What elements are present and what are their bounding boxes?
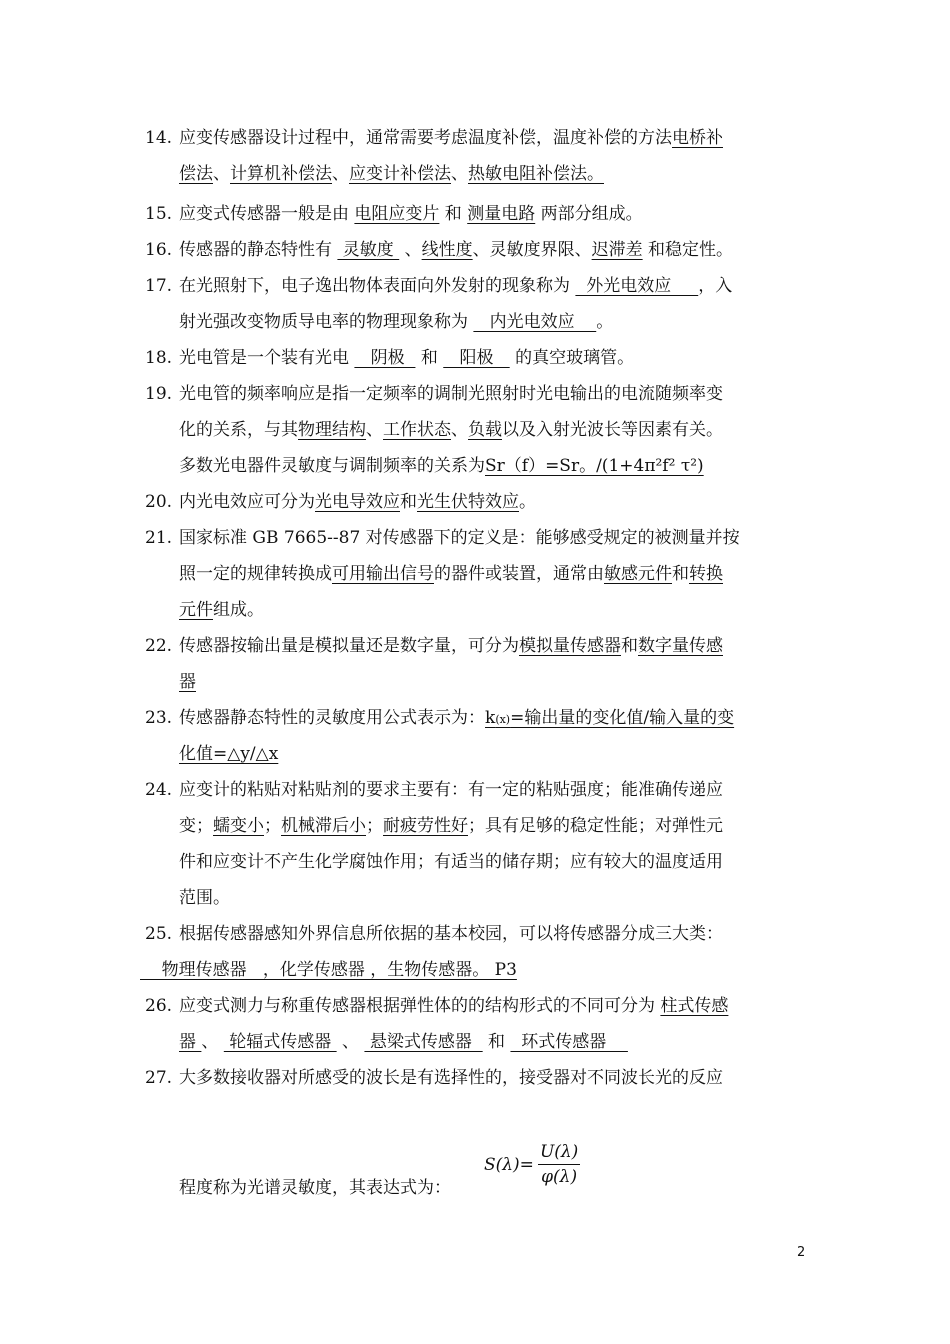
text-run: 应变传感器设计过程中，通常需要考虑温度补偿，温度补偿的方法	[179, 128, 672, 148]
answer-blank: 阴极	[354, 348, 416, 368]
text-run: 。	[596, 312, 614, 332]
formula-numerator: U(λ)	[538, 1142, 580, 1165]
answer-blank: 物理结构	[298, 420, 366, 440]
text-run: 和	[672, 564, 689, 584]
answer-blank: 应变计补偿法	[349, 164, 451, 184]
text-run: 照一定的规律转换成	[179, 564, 332, 584]
text-line	[179, 448, 704, 484]
text-line	[179, 988, 728, 1024]
answer-blank: 热敏电阻补偿法。	[468, 164, 604, 184]
text-run: 化的关系，与其	[179, 420, 298, 440]
text-run: 和	[400, 492, 417, 512]
answer-blank: 光生伏特效应	[417, 492, 519, 512]
text-run: 内光电效应可分为	[179, 492, 315, 512]
text-line	[179, 772, 723, 808]
text-run: 多数光电器件灵敏度与调制频率的关系为	[179, 456, 485, 476]
text-line	[179, 120, 723, 156]
text-line	[140, 952, 517, 988]
answer-blank: 可用输出信号	[332, 564, 434, 584]
text-run: 国家标准 GB 7665--87 对传感器下的定义是：能够感受规定的被测量并按	[179, 528, 740, 548]
text-run: 应变式测力与称重传感器根据弹性体的的结构形式的不同可分为	[179, 996, 661, 1016]
text-run: 和	[621, 636, 638, 656]
text-line	[179, 304, 613, 340]
answer-blank: 转换	[689, 564, 723, 584]
text-line	[179, 412, 723, 448]
answer-blank: 电桥补	[672, 128, 723, 148]
text-run: 传感器按输出量是模拟量还是数字量，可分为	[179, 636, 519, 656]
answer-blank: 电阻应变片	[354, 204, 440, 224]
answer-blank: 器	[179, 1032, 202, 1052]
text-run: 、	[201, 1032, 224, 1052]
text-run: 和	[482, 1032, 511, 1052]
answer-blank: k	[485, 708, 496, 728]
question-number: 16.	[145, 240, 173, 260]
text-run: 、	[451, 420, 468, 440]
text-line	[179, 556, 723, 592]
answer-blank: 轮辐式传感器	[223, 1032, 337, 1052]
text-run: 程度称为光谱灵敏度，其表达式为：	[179, 1178, 451, 1198]
answer-blank: 阳极	[443, 348, 510, 368]
spectral-sensitivity-formula	[484, 1142, 580, 1187]
answer-blank: 环式传感器	[510, 1032, 628, 1052]
text-run: 以及入射光波长等因素有关。	[502, 420, 723, 440]
text-run: 、灵敏度界限、	[472, 240, 592, 260]
question-number: 26.	[145, 996, 173, 1016]
answer-blank: 蠕变小	[213, 816, 264, 836]
text-line	[179, 880, 230, 916]
answer-blank: 计算机补偿法	[230, 164, 332, 184]
text-run: 和稳定性。	[642, 240, 734, 260]
question-number: 18.	[145, 348, 173, 368]
text-line	[179, 664, 196, 700]
text-run: 在光照射下，电子逸出物体表面向外发射的现象称为	[179, 276, 576, 296]
text-run: 的真空玻璃管。	[509, 348, 635, 368]
question-number: 24.	[145, 780, 173, 800]
question-number: 19.	[145, 384, 173, 404]
text-line	[179, 700, 734, 738]
text-line	[179, 628, 723, 664]
question-number: 22.	[145, 636, 173, 656]
text-run: 、	[213, 164, 230, 184]
text-run: ；	[366, 816, 383, 836]
subscript: (x)	[495, 713, 511, 726]
text-line	[179, 268, 732, 304]
question-number: 14.	[145, 128, 173, 148]
question-number: 21.	[145, 528, 173, 548]
text-run: 和	[415, 348, 444, 368]
formula-lhs: S(λ)=	[484, 1154, 534, 1175]
text-run: 光电管的频率响应是指一定频率的调制光照射时光电输出的电流随频率变	[179, 384, 723, 404]
text-run: 、	[366, 420, 383, 440]
text-run: 传感器静态特性的灵敏度用公式表示为：	[179, 708, 485, 728]
text-run: 应变式传感器一般是由	[179, 204, 355, 224]
text-line	[179, 592, 264, 628]
question-number: 17.	[145, 276, 173, 296]
text-line	[179, 808, 723, 844]
answer-blank: 机械滞后小	[281, 816, 366, 836]
text-run: ，入	[698, 276, 733, 296]
answer-blank: 光电导效应	[315, 492, 400, 512]
text-run: 应变计的粘贴对粘贴剂的要求主要有：有一定的粘贴强度；能准确传递应	[179, 780, 723, 800]
text-run: ；	[264, 816, 281, 836]
answer-blank: 偿法	[179, 164, 213, 184]
text-line	[179, 1024, 628, 1060]
question-number: 23.	[145, 708, 173, 728]
answer-blank: 元件	[179, 600, 213, 620]
text-line	[179, 844, 723, 880]
answer-blank: 柱式传感	[660, 996, 729, 1016]
text-run: 、	[399, 240, 422, 260]
text-line	[179, 520, 740, 556]
answer-blank: 测量电路	[467, 204, 536, 224]
question-number: 25.	[145, 924, 173, 944]
text-line	[179, 340, 634, 376]
answer-blank: 迟滞差	[591, 240, 643, 260]
answer-blank: 负载	[468, 420, 502, 440]
text-run: 、	[332, 164, 349, 184]
text-run: ；具有足够的稳定性能；对弹性元	[468, 816, 723, 836]
formula-fraction	[538, 1142, 580, 1187]
text-run: 射光强改变物质导电率的物理现象称为	[179, 312, 474, 332]
question-number: 27.	[145, 1068, 173, 1088]
text-line	[179, 376, 723, 412]
text-run: 传感器的静态特性有	[179, 240, 338, 260]
answer-blank: Sr（f）=Sr。/(1+4π²f² τ²)	[485, 456, 704, 476]
answer-blank: 内光电效应	[473, 312, 597, 332]
text-run: 和	[439, 204, 468, 224]
text-run: 变；	[179, 816, 213, 836]
text-run: 。	[519, 492, 536, 512]
answer-blank: 模拟量传感器	[519, 636, 621, 656]
answer-blank: 悬梁式传感器	[364, 1032, 483, 1052]
answer-blank: 线性度	[421, 240, 473, 260]
text-run: 件和应变计不产生化学腐蚀作用；有适当的储存期；应有较大的温度适用	[179, 852, 723, 872]
answer-blank: 工作状态	[383, 420, 451, 440]
answer-blank: 物理传感器 ，化学传感器 ，生物传感器。 P3	[140, 960, 517, 980]
text-run: 光电管是一个装有光电	[179, 348, 355, 368]
answer-blank: 数字量传感	[638, 636, 723, 656]
answer-blank: 器	[179, 672, 196, 692]
text-run: 范围。	[179, 888, 230, 908]
text-run: 组成。	[213, 600, 264, 620]
answer-blank: =输出量的变化值/输入量的变	[510, 708, 735, 728]
text-line	[179, 484, 536, 520]
answer-blank: 外光电效应	[575, 276, 699, 296]
answer-blank: 灵敏度	[337, 240, 400, 260]
page-number: 2	[797, 1245, 806, 1260]
text-line	[179, 1060, 723, 1096]
text-line	[179, 916, 723, 952]
text-line	[179, 232, 733, 268]
text-line	[179, 1170, 451, 1206]
answer-blank: 化值=△y/△x	[179, 744, 279, 764]
text-run: 、	[451, 164, 468, 184]
text-run: 、	[336, 1032, 365, 1052]
text-line	[179, 736, 278, 772]
question-number: 20.	[145, 492, 173, 512]
question-number: 15.	[145, 204, 173, 224]
text-run: 的器件或装置，通常由	[434, 564, 604, 584]
answer-blank: 耐疲劳性好	[383, 816, 468, 836]
answer-blank: 敏感元件	[604, 564, 672, 584]
formula-denominator: φ(λ)	[541, 1167, 578, 1187]
text-line	[179, 156, 604, 192]
text-line	[179, 196, 643, 232]
text-run: 根据传感器感知外界信息所依据的基本校园，可以将传感器分成三大类：	[179, 924, 723, 944]
text-run: 大多数接收器对所感受的波长是有选择性的，接受器对不同波长光的反应	[179, 1068, 723, 1088]
text-run: 两部分组成。	[535, 204, 643, 224]
